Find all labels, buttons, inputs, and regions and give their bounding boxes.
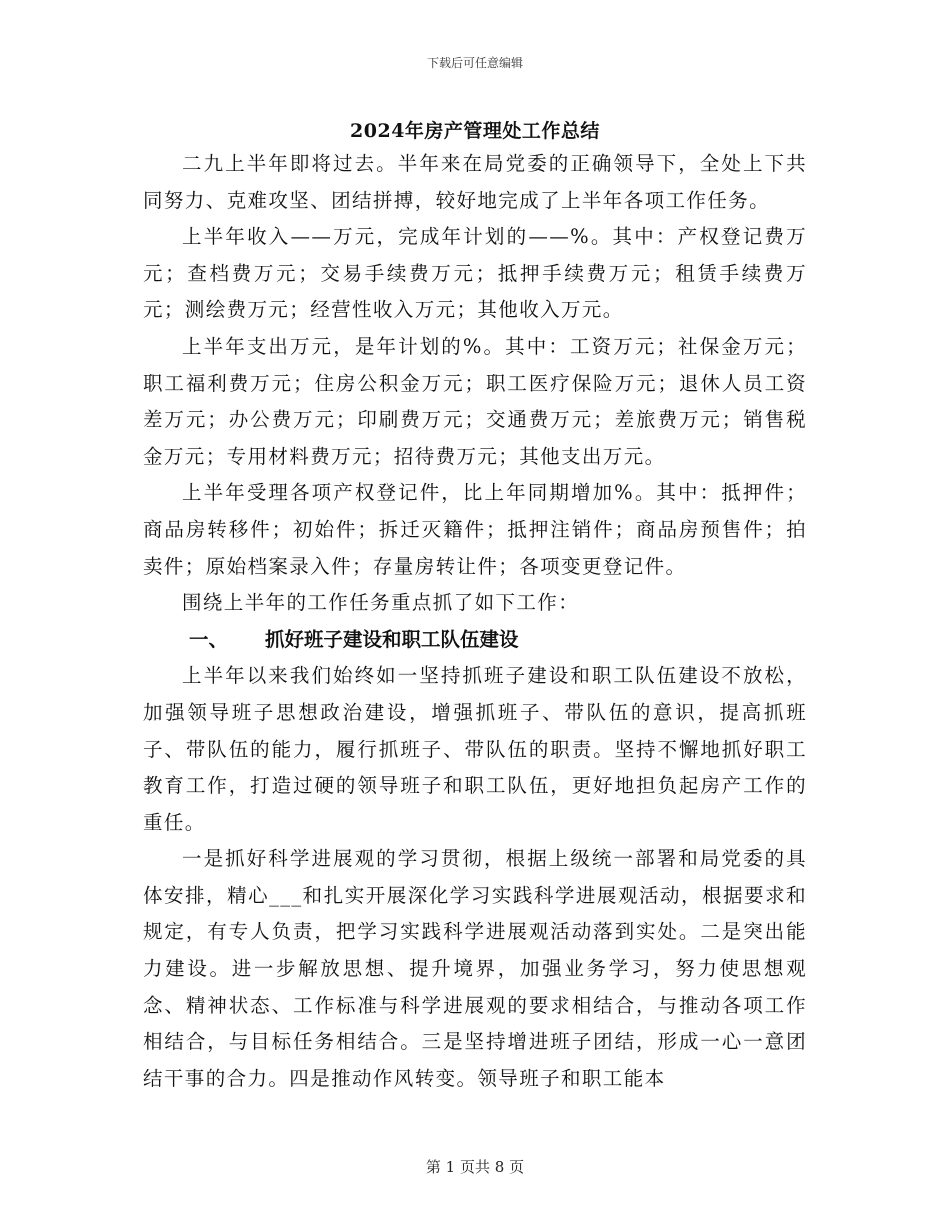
document-title: 2024年房产管理处工作总结 — [350, 120, 600, 142]
paragraph-income: 上半年收入——万元，完成年计划的——%。其中：产权登记费万元；查档费万元；交易手续费万元；抵押手续费万元；租赁手续费万元；测绘费万元；经营性收入万元；其他收入万元。 — [143, 225, 807, 322]
paragraph-expenditure: 上半年支出万元，是年计划的%。其中：工资万元；社保金万元；职工福利费万元；住房公积金万元；职工医疗保险万元；退休人员工资差万元；办公费万元；印刷费万元；交通费万元；差旅费万元；销售税金万元；专用材料费万元；招待费万元；其他支出万元。 — [143, 334, 807, 468]
section-number: 一、 — [189, 627, 229, 651]
page-footer-number: 第 1 页共 8 页 — [425, 1158, 525, 1176]
paragraph-team-building: 上半年以来我们始终如一坚持抓班子建设和职工队伍建设不放松，加强领导班子思想政治建设，增强抓班子、带队伍的意识，提高抓班子、带队伍的能力，履行抓班子、带队伍的职责。坚持不懈地抓好职工教育工作，打造过硬的领导班子和职工队伍，更好地担负起房产工作的重任。 — [143, 664, 807, 834]
section-heading — [143, 622, 807, 659]
section-title: 抓好班子建设和职工队伍建设 — [265, 627, 519, 651]
paragraph-intro: 二九上半年即将过去。半年来在局党委的正确领导下，全处上下共同努力、克难攻坚、团结拼搏，较好地完成了上半年各项工作任务。 — [143, 152, 807, 212]
paragraph-measures: 一是抓好科学进展观的学习贯彻，根据上级统一部署和局党委的具体安排，精心___和扎实开展深化学习实践科学进展观活动，根据要求和规定，有专人负责，把学习实践科学进展观活动落到实处。二是突出能力建设。进一步解放思想、提升境界，加强业务学习，努力使思想观念、精神状态、工作标准与科学进展观的要求相结合，与推动各项工作相结合，与目标任务相结合。三是坚持增进班子团结，形成一心一意团结干事的合力。四是推动作风转变。领导班子和职工能本 — [143, 847, 807, 1090]
paragraph-registration: 上半年受理各项产权登记件，比上年同期增加%。其中：抵押件；商品房转移件；初始件；拆迁灭籍件；抵押注销件；商品房预售件；拍卖件；原始档案录入件；存量房转让件；各项变更登记件。 — [143, 481, 807, 578]
document-body — [143, 146, 807, 1097]
page-header-note: 下载后可任意编辑 — [426, 56, 523, 70]
paragraph-work-lead-in: 围绕上半年的工作任务重点抓了如下工作： — [182, 591, 580, 615]
